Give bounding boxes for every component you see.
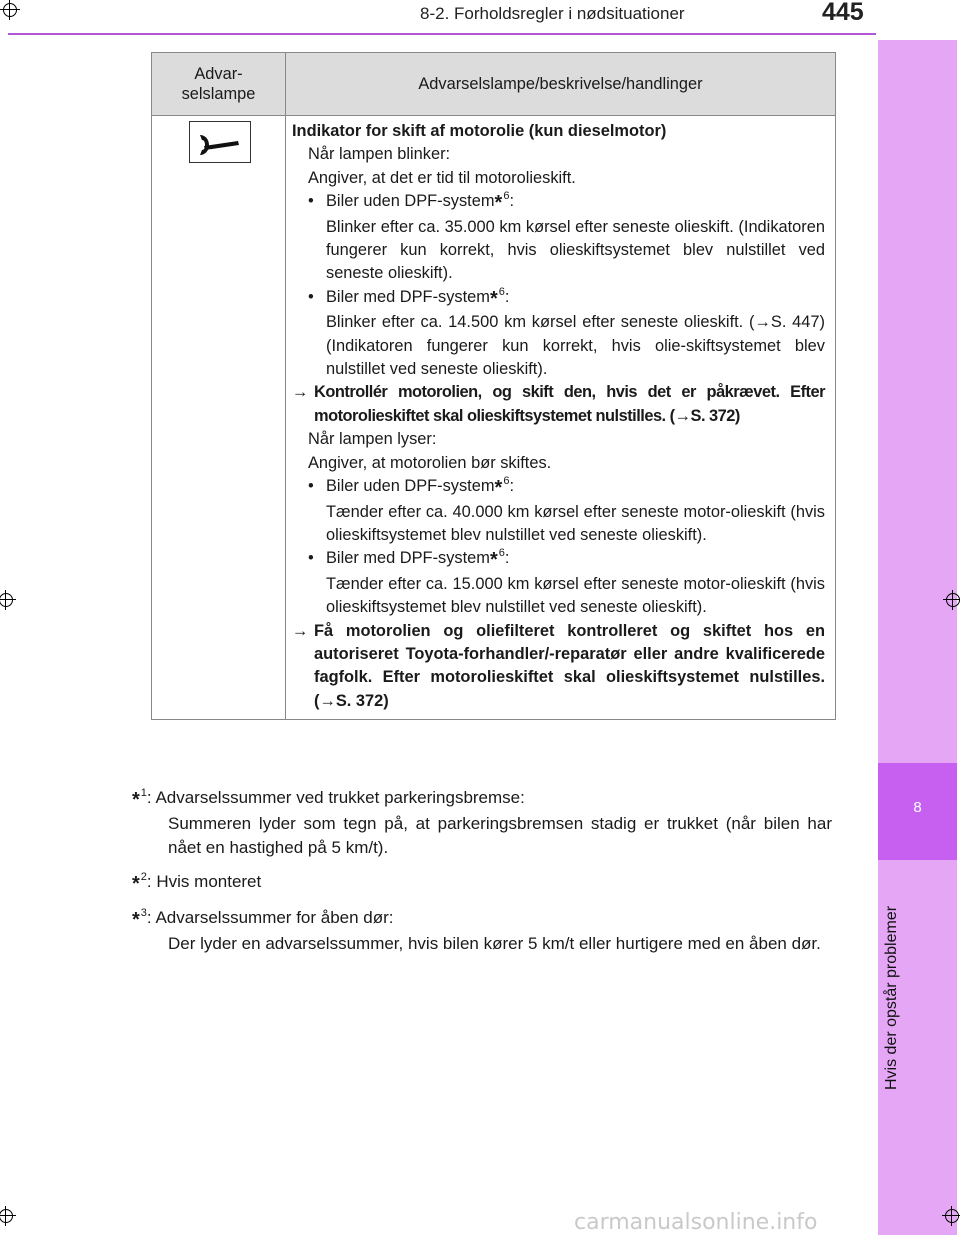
bullet-label: Biler med DPF-system bbox=[326, 549, 490, 568]
footnote-ref: 6 bbox=[503, 190, 510, 203]
bullet-marker: • bbox=[308, 477, 314, 496]
bullet-text bbox=[292, 311, 825, 381]
crop-mark-icon bbox=[943, 590, 960, 610]
col-header-description: Advarselslampe/beskrivelse/handlinger bbox=[286, 53, 836, 116]
crop-mark-icon bbox=[942, 1206, 960, 1226]
bullet-text-pre: Blinker efter ca. 14.500 km kørsel efter seneste olieskift. ( bbox=[326, 313, 755, 332]
crop-mark-icon bbox=[0, 0, 20, 20]
footnote-number: 3 bbox=[140, 907, 147, 919]
bullet-colon: : bbox=[504, 287, 510, 306]
arrow-icon: → bbox=[292, 621, 309, 640]
bullet-label: Biler med DPF-system bbox=[326, 287, 490, 306]
action-text: Få motorolien og oliefilteret kontrolleret og skiftet hos en autoriseret Toyota-forhandler/-reparatør eller andre kvalificerede fagfolk. Efter motorolieskiftet skal olieskiftsystemet nulstilles. ( bbox=[314, 621, 825, 710]
list-item bbox=[292, 286, 825, 311]
bullet-label: Biler uden DPF-system bbox=[326, 192, 495, 211]
footnote bbox=[132, 786, 832, 860]
footnote-star: * bbox=[132, 909, 140, 931]
arrow-icon: → bbox=[754, 313, 771, 332]
bullet-text: Blinker efter ca. 35.000 km kørsel efter seneste olieskift. (Indikatoren fungerer kun korrekt, hvis olieskiftsystemet blev nulstillet ved seneste olieskift). bbox=[326, 217, 825, 283]
bullet-text: Tænder efter ca. 40.000 km kørsel efter seneste motor-olieskift (hvis olieskiftsystemet blev nulstillet ved seneste olieskift). bbox=[326, 502, 825, 544]
bullet-marker: • bbox=[308, 287, 314, 306]
footnote bbox=[132, 870, 832, 896]
chapter-number: 8 bbox=[913, 799, 922, 816]
footnote-star: * bbox=[132, 873, 140, 895]
list-item bbox=[292, 190, 825, 215]
bullet-colon: : bbox=[509, 477, 514, 496]
indicator-title: Indikator for skift af motorolie (kun dieselmotor) bbox=[292, 122, 667, 140]
section-title: 8-2. Forholdsregler i nødsituationer bbox=[420, 4, 685, 23]
action-instruction bbox=[292, 620, 825, 714]
lit-intro: Angiver, at motorolien bør skiftes. bbox=[308, 453, 552, 472]
footnote-star: * bbox=[132, 789, 140, 811]
list-item bbox=[292, 547, 825, 572]
description-cell bbox=[286, 116, 836, 720]
bullet-text: Tænder efter ca. 15.000 km kørsel efter seneste motor-olieskift (hvis olieskiftsystemet blev nulstillet ved seneste olieskift). bbox=[326, 574, 825, 617]
footnote-number: 2 bbox=[140, 871, 147, 883]
col-header-lamp bbox=[152, 53, 286, 116]
arrow-icon: → bbox=[674, 406, 691, 425]
action-text: Kontrollér motorolien, og skift den, hvis det er påkrævet. Efter motorolieskiftet skal olieskiftsystemet nulstilles. ( bbox=[314, 383, 825, 425]
arrow-icon: → bbox=[292, 383, 309, 402]
crop-mark-icon bbox=[0, 590, 16, 610]
footnote-text: Der lyder en advarselssummer, hvis bilen kører 5 km/t eller hurtigere med en åben dør. bbox=[168, 934, 821, 953]
page-number: 445 bbox=[822, 0, 864, 26]
action-text-end: ) bbox=[734, 406, 740, 425]
watermark: carmanualsonline.info bbox=[574, 1210, 818, 1235]
arrow-icon: → bbox=[319, 691, 336, 710]
footnotes bbox=[132, 786, 832, 966]
footnote-number: 1 bbox=[140, 787, 147, 799]
action-text-end: ) bbox=[383, 691, 389, 710]
footnote-star: * bbox=[489, 287, 498, 310]
bullet-colon: : bbox=[509, 192, 514, 211]
footnote-ref: 6 bbox=[498, 285, 505, 298]
lamp-cell bbox=[152, 116, 286, 720]
footnote-title: Advarselssummer ved trukket parkeringsbremse: bbox=[155, 788, 525, 807]
page-reference-link[interactable]: S. 372 bbox=[335, 691, 384, 710]
footnote-title: Hvis monteret bbox=[156, 872, 262, 891]
header-divider bbox=[8, 33, 876, 35]
bullet-colon: : bbox=[504, 549, 510, 568]
footnote-star: * bbox=[494, 477, 503, 500]
footnote-separator: : bbox=[146, 788, 156, 807]
footnote-separator: : bbox=[146, 872, 157, 891]
footnote-star: * bbox=[494, 192, 503, 215]
bullet-text-post: ) (Indikatoren fungerer kun korrekt, hvis olie-skiftsystemet blev nulstillet ved seneste olieskift). bbox=[326, 313, 825, 379]
col-header-lamp-label: Advar- selslampe bbox=[181, 65, 256, 103]
wrench-icon bbox=[189, 121, 251, 163]
footnote bbox=[132, 906, 832, 956]
crop-mark-icon bbox=[0, 1206, 16, 1226]
footnote-text: Summeren lyder som tegn på, at parkeringsbremsen stadig er trukket (når bilen har nået en hastighed på 5 km/t). bbox=[168, 814, 832, 857]
footnote-star: * bbox=[489, 549, 498, 572]
page-reference-link[interactable]: S. 447 bbox=[770, 313, 820, 332]
list-item bbox=[292, 475, 825, 500]
blink-intro: Angiver, at det er tid til motorolieskift. bbox=[308, 168, 576, 187]
footnote-separator: : bbox=[146, 908, 156, 927]
footnote-title: Advarselssummer for åben dør: bbox=[155, 908, 394, 927]
table-row bbox=[152, 116, 836, 720]
footnote-ref: 6 bbox=[498, 547, 505, 560]
page-reference-link[interactable]: S. 372 bbox=[690, 406, 735, 425]
blink-heading: Når lampen blinker: bbox=[308, 145, 451, 164]
bullet-marker: • bbox=[308, 549, 314, 568]
warning-lamp-table bbox=[151, 52, 836, 720]
bullet-marker: • bbox=[308, 192, 314, 211]
footnote-ref: 6 bbox=[503, 475, 510, 488]
lit-heading: Når lampen lyser: bbox=[308, 430, 437, 449]
bullet-label: Biler uden DPF-system bbox=[326, 477, 495, 496]
action-instruction bbox=[292, 381, 825, 428]
chapter-title: Hvis der opstår problemer bbox=[883, 905, 900, 1090]
